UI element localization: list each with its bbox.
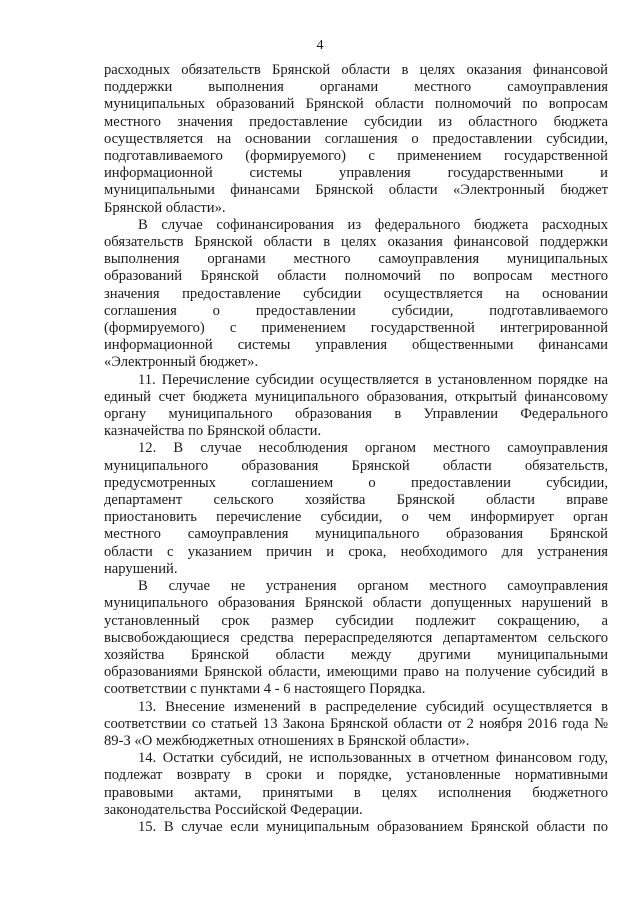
paragraph-p8 xyxy=(104,819,608,836)
text-line: «Электронный бюджет». xyxy=(104,354,259,371)
text-line: органу муниципального образования в Управлении Федерального xyxy=(104,406,608,423)
text-line: (формируемого) с применением государственной интегрированной xyxy=(104,320,608,337)
paragraph-p1 xyxy=(104,62,608,217)
paragraph-p6 xyxy=(104,699,608,751)
text-line: местного самоуправления муниципального образования Брянской xyxy=(104,526,608,543)
text-line: муниципальных образований Брянской области полномочий по вопросам xyxy=(104,96,608,113)
text-line: 11. Перечисление субсидии осуществляется в установленном порядке на xyxy=(138,371,608,388)
text-line: нарушений. xyxy=(104,560,178,577)
paragraph-p7 xyxy=(104,750,608,819)
text-line: значения предоставление субсидии осуществляется на основании xyxy=(104,285,608,302)
text-line: 13. Внесение изменений в распределение субсидий осуществляется в xyxy=(138,698,608,715)
text-line: расходных обязательств Брянской области в целях оказания финансовой xyxy=(104,62,608,78)
text-line: В случае не устранения органом местного самоуправления xyxy=(138,578,608,595)
text-line: обязательств Брянской области в целях оказания финансовой поддержки xyxy=(104,234,608,251)
text-line: муниципальными финансами Брянской области «Электронный бюджет xyxy=(104,182,608,199)
text-line: департамент сельского хозяйства Брянской области вправе xyxy=(104,492,608,509)
text-line: муниципального образования Брянской области допущенных нарушений в xyxy=(104,595,608,612)
text-line: казначейства по Брянской области. xyxy=(104,423,322,440)
text-line: Брянской области». xyxy=(104,199,226,216)
text-line: информационной системы управления общественными финансами xyxy=(104,337,608,354)
text-line: 12. В случае несоблюдения органом местного самоуправления xyxy=(138,440,608,457)
text-line: 14. Остатки субсидий, не использованных в отчетном финансовом году, xyxy=(138,750,608,767)
text-line: хозяйства Брянской области между другими муниципальными xyxy=(104,646,608,663)
text-line: соответствии со статьей 13 Закона Брянской области от 2 ноября 2016 года № xyxy=(104,715,608,732)
document-body xyxy=(104,62,608,836)
text-line: образований Брянской области полномочий по вопросам местного xyxy=(104,268,608,285)
text-line: подготавливаемого (формируемого) с применением государственной xyxy=(104,148,608,165)
text-line: предусмотренных соглашением о предоставлении субсидии, xyxy=(104,474,608,491)
text-line: поддержки выполнения органами местного самоуправления xyxy=(104,79,608,96)
text-line: 15. В случае если муниципальным образованием Брянской области по xyxy=(138,818,608,835)
text-line: выполнения органами местного самоуправления муниципальных xyxy=(104,251,608,268)
text-line: соответствии с пунктами 4 - 6 настоящего Порядка. xyxy=(104,681,426,698)
paragraph-p2 xyxy=(104,217,608,372)
text-line: местного значения предоставление субсидии из областного бюджета xyxy=(104,113,608,130)
text-line: области с указанием причин и срока, необходимого для устранения xyxy=(104,543,608,560)
paragraph-p5 xyxy=(104,578,608,698)
text-line: высвобождающиеся средства перераспределяются департаментом сельского xyxy=(104,629,608,646)
text-line: осуществляется на основании соглашения о предоставлении субсидии, xyxy=(104,130,608,147)
text-line: информационной системы управления государственными и xyxy=(104,165,608,182)
text-line: законодательства Российской Федерации. xyxy=(104,801,363,818)
paragraph-p4 xyxy=(104,440,608,578)
text-line: единый счет бюджета муниципального образования, открытый финансовому xyxy=(104,388,608,405)
text-line: приостановить перечисление субсидии, о чем информирует орган xyxy=(104,509,608,526)
text-line: установленный срок размер субсидии подлежит сокращению, а xyxy=(104,612,608,629)
text-line: муниципального образования Брянской области обязательств, xyxy=(104,457,608,474)
text-line: 89-З «О межбюджетных отношениях в Брянской области». xyxy=(104,732,470,749)
text-line: образованиями Брянской области, имеющими право на получение субсидий в xyxy=(104,664,608,681)
text-line: подлежат возврату в сроки и порядке, установленные нормативными xyxy=(104,767,608,784)
paragraph-p3 xyxy=(104,372,608,441)
text-line: соглашения о предоставлении субсидии, подготавливаемого xyxy=(104,302,608,319)
text-line: правовыми актами, принятыми в целях исполнения бюджетного xyxy=(104,784,608,801)
text-line: В случае софинансирования из федерального бюджета расходных xyxy=(138,216,608,233)
page-number: 4 xyxy=(316,38,324,53)
